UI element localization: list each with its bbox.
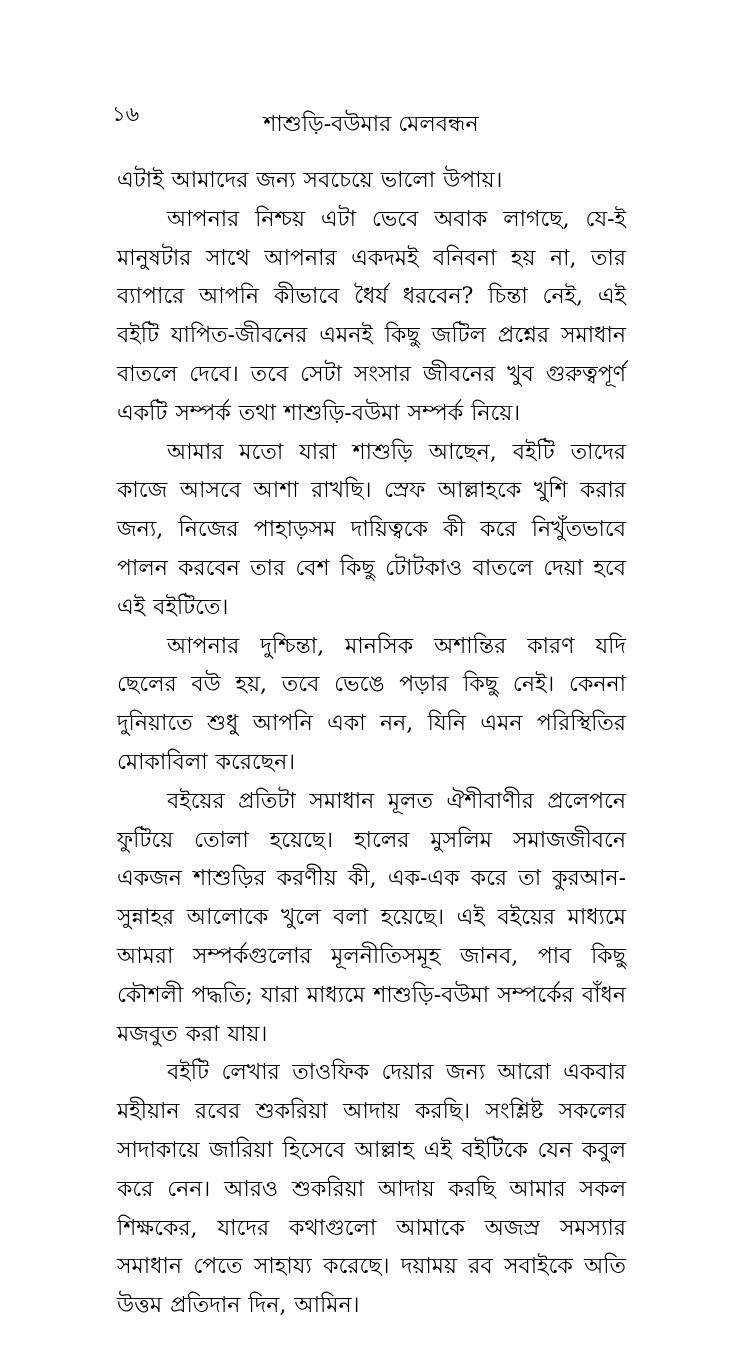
paragraph-continuation: এটাই আমাদের জন্য সবচেয়ে ভালো উপায়। — [117, 168, 503, 193]
body-text — [117, 162, 626, 1326]
paragraph: আপনার নিশ্চয় এটা ভেবে অবাক লাগছে, যে-ই মানুষটার সাথে আপনার একদমই বনিবনা হয় না, তার ব্যাপারে আপনি কীভাবে ধৈর্য ধরবেন? চিন্তা নেই, এই বইটি যাপিত-জীবনের এমনই কিছু জটিল প্রশ্নের সমাধান বাতলে দেবে। তবে সেটা সংসার জীবনের খুব গুরুত্বপূর্ণ একটি সম্পর্ক তথা শাশুড়ি-বউমা সম্পর্ক নিয়ে। — [117, 206, 626, 426]
paragraph: আপনার দুশ্চিন্তা, মানসিক অশান্তির কারণ যদি ছেলের বউ হয়, তবে ভেঙে পড়ার কিছু নেই। কেননা দুনিয়াতে শুধু আপনি একা নন, যিনি এমন পরিস্থিতির মোকাবিলা করেছেন। — [117, 633, 626, 775]
paragraph: আমার মতো যারা শাশুড়ি আছেন, বইটি তাদের কাজে আসবে আশা রাখছি। স্রেফ আল্লাহকে খুশি করার জন্য, নিজের পাহাড়সম দায়িত্বকে কী করে নিখুঁতভাবে পালন করবেন তার বেশ কিছু টোটকাও বাতলে দেয়া হবে এই বইটিতে। — [117, 439, 626, 620]
paragraph: বইটি লেখার তাওফিক দেয়ার জন্য আরো একবার মহীয়ান রবের শুকরিয়া আদায় করছি। সংশ্লিষ্ট সকলের সাদাকায়ে জারিয়া হিসেবে আল্লাহ এই বইটিকে যেন কবুল করে নেন। আরও শুকরিয়া আদায় করছি আমার সকল শিক্ষকের, যাদের কথাগুলো আমাকে অজস্র সমস্যার সমাধান পেতে সাহায্য করেছে। দয়াময় রব সবাইকে অতি উত্তম প্রতিদান দিন, আমিন। — [117, 1060, 626, 1319]
running-title: শাশুড়ি-বউমার মেলবন্ধন — [263, 112, 479, 137]
paragraph: বইয়ের প্রতিটা সমাধান মূলত ঐশীবাণীর প্রলেপনে ফুটিয়ে তোলা হয়েছে। হালের মুসলিম সমাজজীবনে একজন শাশুড়ির করণীয় কী, এক-এক করে তা কুরআন-সুন্নাহর আলোকে খুলে বলা হয়েছে। এই বইয়ের মাধ্যমে আমরা সম্পর্কগুলোর মূলনীতিসমূহ জানব, পাব কিছু কৌশলী পদ্ধতি; যারা মাধ্যমে শাশুড়ি-বউমা সম্পর্কের বাঁধন মজবুত করা যায়। — [117, 788, 626, 1047]
page-number: ১৬ — [112, 102, 140, 126]
